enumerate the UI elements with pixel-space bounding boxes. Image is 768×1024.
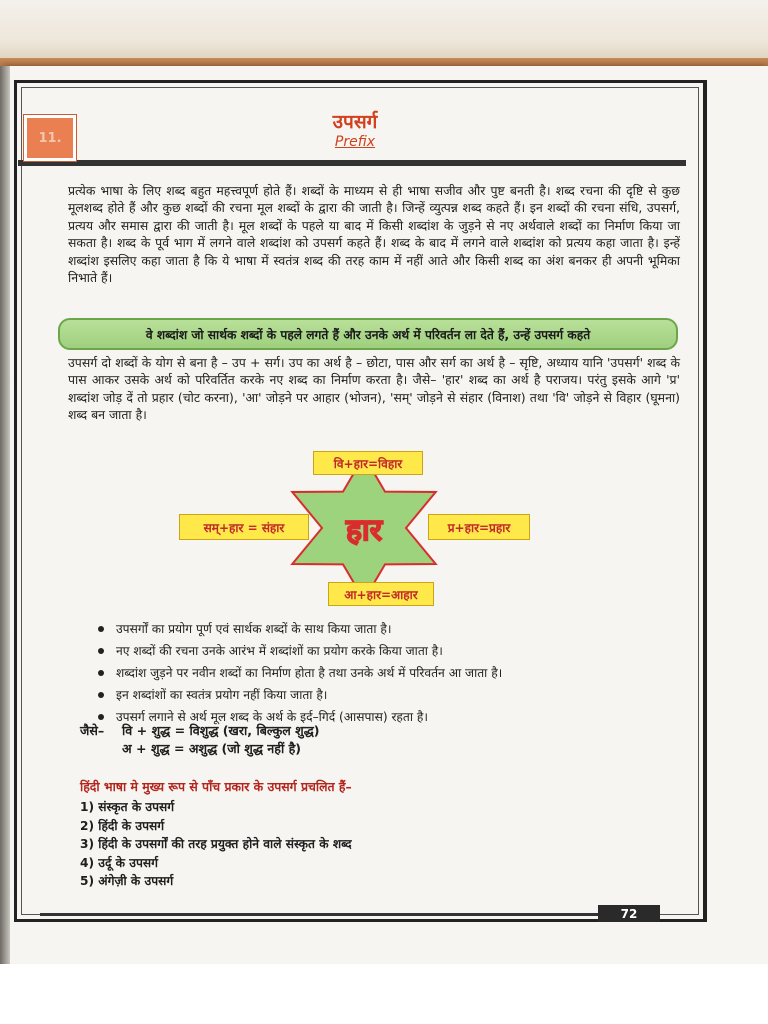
page-bottom-margin — [0, 964, 768, 1024]
bullet-icon — [98, 626, 104, 632]
list-item: 3) हिंदी के उपसर्गों की तरह प्रयुक्त होने वाले संस्कृत के शब्द — [80, 837, 352, 852]
prefix-types-list — [80, 798, 352, 891]
example-top-box — [313, 451, 423, 475]
example-left: सम्+हार = संहार — [203, 520, 285, 535]
chapter-title-english: Prefix — [334, 134, 376, 150]
list-item: इन शब्दांशों का स्वतंत्र प्रयोग नहीं किया जाता है। — [98, 684, 678, 706]
page-number: 72 — [598, 905, 660, 922]
list-item: शब्दांश जुड़ने पर नवीन शब्दों का निर्माण होता है तथा उनके अर्थ में परिवर्तन आ जाता है। — [98, 662, 678, 684]
list-item: उपसर्ग लगाने से अर्थ मूल शब्द के अर्थ के इर्द–गिर्द (आसपास) रहता है। — [98, 706, 678, 728]
chapter-tag: 11. — [24, 115, 76, 161]
example-right: प्र+हार=प्रहार — [447, 520, 511, 535]
example-line-2: अ + शुद्ध = अशुद्ध (जो शुद्ध नहीं है) — [122, 741, 302, 756]
explanation-paragraph: उपसर्ग दो शब्दों के योग से बना है – उप + सर्ग। उप का अर्थ है – छोटा, पास और सर्ग का अर्थ है – सृष्टि, अध्याय यानि 'उपसर्ग' शब्द के पास आकर उसके अर्थ को परिवर्तित करके नए शब्द का निर्माण करता है। जैसे– 'हार' शब्द का अर्थ है पराजय। परंतु इसके आगे 'प्र' शब्दांश जोड़ दें तो प्रहार (चोट करना), 'आ' जोड़ने पर आहार (भोजन), 'सम्' जोड़ने से संहार (विनाश) तथा 'वि' जोड़ने से विहार (घूमना) शब्द बन जाता है। — [68, 355, 680, 423]
list-item: 5) अंगेज़ी के उपसर्ग — [80, 874, 174, 889]
example-line-1: वि + शुद्ध = विशुद्ध (खरा, बिल्कुल शुद्ध) — [122, 723, 320, 738]
bullet-icon — [98, 692, 104, 698]
example-left-box — [179, 514, 309, 540]
list-item: 4) उर्दू के उपसर्ग — [80, 855, 158, 870]
types-heading: हिंदी भाषा मे मुख्य रूप से पाँच प्रकार के उपसर्ग प्रचलित हैं– — [80, 779, 352, 794]
list-item: 1) संस्कृत के उपसर्ग — [80, 800, 175, 814]
list-item: नए शब्दों की रचना उनके आरंभ में शब्दांशों का प्रयोग करके किया जाता है। — [98, 640, 678, 662]
list-item: उपसर्गों का प्रयोग पूर्ण एवं सार्थक शब्दों के साथ किया जाता है। — [98, 618, 678, 640]
chapter-title-hindi: उपसर्ग — [332, 111, 378, 133]
bullet-icon — [98, 648, 104, 654]
definition-text: वे शब्दांश जो सार्थक शब्दों के पहले लगते हैं और उनके अर्थ में परिवर्तन ला देते हैं, उन्हें उपसर्ग कहते — [145, 327, 591, 342]
examples-label: जैसे– — [80, 723, 105, 738]
example-bottom: आ+हार=आहार — [344, 587, 418, 602]
characteristics-list — [98, 618, 678, 728]
bullet-icon — [98, 714, 104, 720]
center-word: हार — [346, 512, 382, 548]
example-top: वि+हार=विहार — [333, 456, 403, 471]
example-bottom-box — [328, 582, 434, 606]
example-right-box — [428, 514, 530, 540]
list-item: 2) हिंदी के उपसर्ग — [80, 818, 165, 833]
intro-paragraph: प्रत्येक भाषा के लिए शब्द बहुत महत्त्वपूर्ण होते हैं। शब्दों के माध्यम से ही भाषा सजीव और पुष्ट बनती है। शब्द रचना की दृष्टि से कुछ मूलशब्द होते हैं और कुछ शब्दों की रचना मूल शब्दों के द्वारा की जाती है। जिन्हें व्युत्पन्न शब्द कहते हैं। इन शब्दों की रचना संधि, उपसर्ग, प्रत्यय और समास द्वारा की जाती है। मूल शब्दों के पहले या बाद में किसी शब्दांश के जुड़ने से नए अर्थवाले शब्दों का निर्माण किया जा सकता है। शब्द के पूर्व भाग में लगने वाले शब्दांश को उपसर्ग कहते हैं। शब्द के बाद में लगने वाले शब्दांश को प्रत्यय कहा जाता है। इन्हें शब्दांश इसलिए कहा जाता है कि ये भाषा में स्वतंत्र शब्द की तरह काम में नहीं आते और किसी शब्द का अंश बनकर ही अपनी भूमिका निभाते हैं। — [68, 183, 680, 286]
bullet-icon — [98, 670, 104, 676]
footer-rule — [40, 913, 598, 916]
